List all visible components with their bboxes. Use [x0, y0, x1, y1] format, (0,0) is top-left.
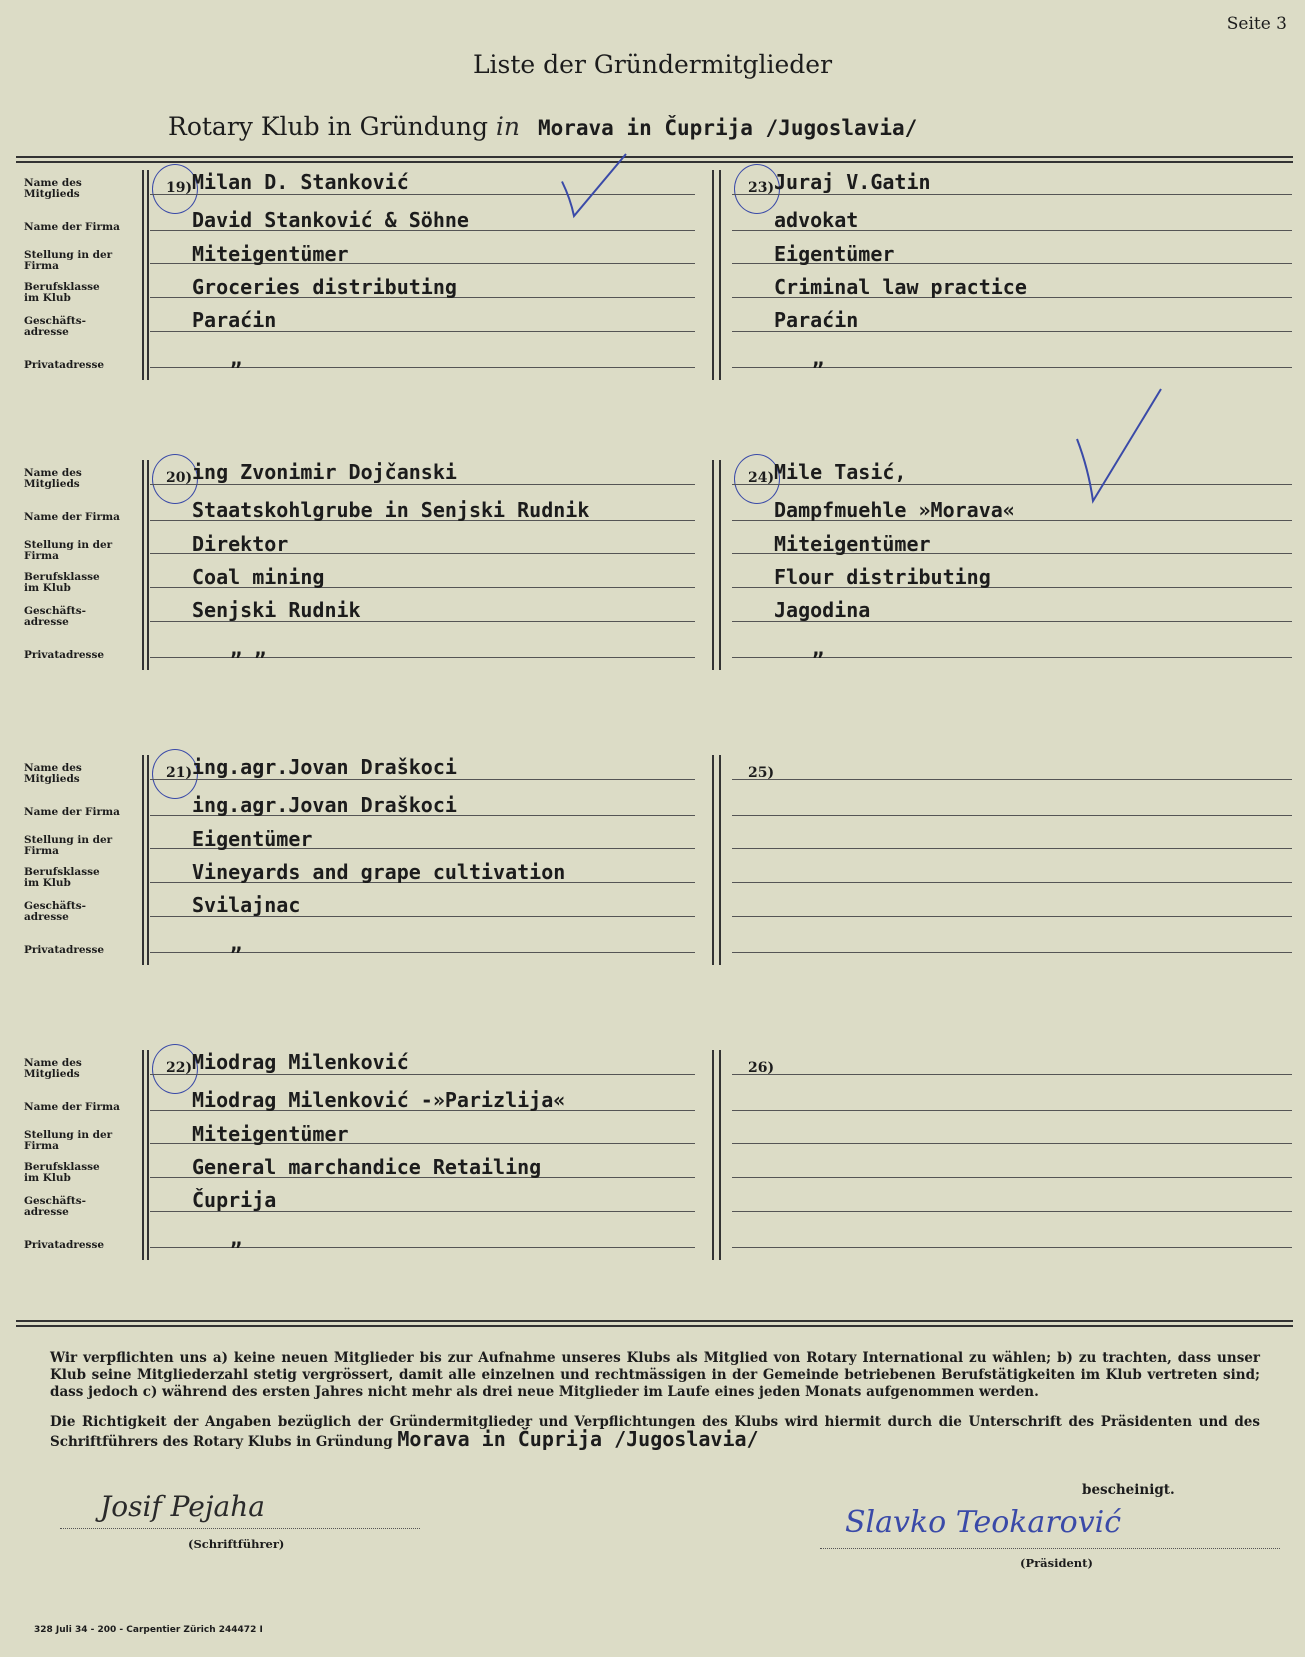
printer-imprint: 328 Juli 34 - 200 - Carpentier Zürich 244472 I — [34, 1625, 263, 1635]
member-number: 19) — [166, 180, 193, 196]
member-row-4 — [0, 1050, 1305, 1274]
member-number: 20) — [166, 470, 193, 486]
column-divider — [147, 1050, 149, 1260]
field-underline — [150, 484, 695, 485]
member-row-3 — [0, 755, 1305, 979]
field-underline — [732, 1110, 1292, 1111]
president-signature-line — [820, 1548, 1280, 1549]
field-label: Privatadresse — [24, 1239, 105, 1251]
column-divider — [147, 755, 149, 965]
member-private-address: „ — [812, 346, 825, 370]
field-label: Name des Mitglieds — [24, 177, 82, 200]
member-number: 24) — [748, 470, 775, 486]
declaration — [50, 1350, 1260, 1464]
column-divider — [142, 460, 144, 670]
field-label: Stellung in der Firma — [24, 1129, 113, 1152]
member-number: 21) — [166, 765, 193, 781]
president-signature: Slavko Teokarović — [845, 1505, 1122, 1540]
field-label: Berufsklasse im Klub — [24, 281, 100, 304]
field-label: Name der Firma — [24, 1101, 120, 1113]
member-row-1 — [0, 170, 1305, 394]
field-underline — [732, 916, 1292, 917]
field-label: Name des Mitglieds — [24, 1057, 82, 1080]
member-name: ing Zvonimir Dojčanski — [192, 460, 457, 484]
field-underline — [732, 1074, 1292, 1075]
member-entry-24 — [732, 460, 1292, 670]
member-name: Miodrag Milenković — [192, 1050, 409, 1074]
column-divider — [147, 170, 149, 380]
subtitle-prefix: Rotary Klub in Gründung — [168, 112, 488, 141]
column-divider — [719, 1050, 721, 1260]
checkmark-icon — [1075, 385, 1165, 505]
member-name: Mile Tasić, — [774, 460, 907, 484]
column-divider — [712, 755, 714, 965]
column-divider — [147, 460, 149, 670]
member-firm: David Stanković & Söhne — [192, 208, 469, 232]
field-label: Geschäfts-adresse — [24, 605, 87, 628]
subtitle-club: Morava in Čuprija /Jugoslavia/ — [537, 116, 918, 140]
member-position: Miteigentümer — [192, 242, 349, 266]
top-rule-2 — [16, 161, 1293, 163]
column-divider — [142, 1050, 144, 1260]
field-underline — [732, 1211, 1292, 1212]
member-private-address: „ — [230, 346, 243, 370]
page-title: Liste der Gründermitglieder — [472, 50, 833, 79]
field-label: Stellung in der Firma — [24, 249, 113, 272]
member-name: Milan D. Stanković — [192, 170, 409, 194]
page-number: Seite 3 — [1226, 14, 1287, 34]
member-business-address: Paraćin — [192, 308, 277, 332]
member-classification: Coal mining — [192, 565, 325, 589]
secretary-label: (Schriftführer) — [188, 1537, 285, 1551]
field-label: Privatadresse — [24, 359, 105, 371]
field-label: Name des Mitglieds — [24, 762, 82, 785]
column-divider — [142, 170, 144, 380]
field-underline — [732, 815, 1292, 816]
field-underline — [732, 194, 1292, 195]
field-label: Name der Firma — [24, 806, 120, 818]
member-business-address: Svilajnac — [192, 893, 301, 917]
field-underline — [732, 848, 1292, 849]
member-number: 23) — [748, 180, 775, 196]
field-underline — [732, 779, 1292, 780]
column-divider — [719, 170, 721, 380]
member-name: Juraj V.Gatin — [774, 170, 931, 194]
declaration-paragraph-1: Wir verpflichten uns a) keine neuen Mitglieder bis zur Aufnahme unseres Klubs als Mitglied von Rotary International zu wählen; b) zu trachten, dass unser Klub seine Mitgliederzahl stetig vergrössert, damit alle einzelnen und rechtmässigen in der Gemeinde betriebenen Berufstätigkeiten im Klub vertreten sind; dass jedoch c) während des ersten Jahres nicht mehr als drei neue Mitglieder im Laufe eines jeden Monats aufgenommen werden. — [50, 1350, 1260, 1400]
field-underline — [732, 882, 1292, 883]
field-label: Berufsklasse im Klub — [24, 571, 100, 594]
declaration-club: Morava in Čuprija /Jugoslavia/ — [397, 1427, 759, 1451]
field-underline — [732, 952, 1292, 953]
member-private-address: „ „ — [230, 636, 267, 660]
column-divider — [712, 1050, 714, 1260]
field-label: Berufsklasse im Klub — [24, 1161, 100, 1184]
top-rule — [16, 156, 1293, 158]
field-label: Name der Firma — [24, 221, 120, 233]
member-entry-21 — [150, 755, 695, 965]
field-label: Geschäfts-adresse — [24, 900, 87, 923]
certified-text: bescheinigt. — [1082, 1482, 1175, 1498]
member-firm: Staatskohlgrube in Senjski Rudnik — [192, 498, 590, 522]
column-divider — [719, 460, 721, 670]
member-position: Miteigentümer — [774, 532, 931, 556]
club-subtitle — [168, 112, 917, 141]
member-classification: Groceries distributing — [192, 275, 457, 299]
member-position: Direktor — [192, 532, 289, 556]
field-underline — [732, 1177, 1292, 1178]
member-number: 22) — [166, 1060, 193, 1076]
declaration-paragraph-2 — [50, 1414, 1260, 1451]
member-private-address: „ — [230, 1226, 243, 1250]
field-label: Name des Mitglieds — [24, 467, 82, 490]
secretary-signature-line — [60, 1528, 420, 1529]
field-label: Stellung in der Firma — [24, 834, 113, 857]
member-business-address: Paraćin — [774, 308, 859, 332]
field-underline — [732, 484, 1292, 485]
checkmark-icon — [560, 150, 630, 220]
declaration-text: Die Richtigkeit der Angaben bezüglich der Gründermitglieder und Verpflichtungen des Klubs wird hiermit durch die Unterschrift des Präsidenten und des Schriftführers des Rotary Klubs in Gründung — [50, 1414, 1260, 1450]
member-entry-23 — [732, 170, 1292, 380]
field-underline — [732, 1247, 1292, 1248]
member-position: Miteigentümer — [192, 1122, 349, 1146]
member-business-address: Čuprija — [192, 1188, 277, 1212]
column-divider — [719, 755, 721, 965]
column-divider — [712, 170, 714, 380]
field-label: Name der Firma — [24, 511, 120, 523]
field-underline — [150, 1074, 695, 1075]
field-underline — [150, 779, 695, 780]
footer-rule — [16, 1320, 1293, 1322]
member-entry-20 — [150, 460, 695, 670]
field-label: Geschäfts-adresse — [24, 315, 87, 338]
member-entry-26 — [732, 1050, 1292, 1260]
member-private-address: „ — [230, 931, 243, 955]
footer-rule-2 — [16, 1325, 1293, 1327]
subtitle-handwritten-in: in — [495, 112, 521, 141]
member-firm: ing.agr.Jovan Draškoci — [192, 793, 457, 817]
member-number: 25) — [748, 765, 775, 781]
field-label: Geschäfts-adresse — [24, 1195, 87, 1218]
member-number: 26) — [748, 1060, 775, 1076]
field-label: Stellung in der Firma — [24, 539, 113, 562]
member-classification: General marchandice Retailing — [192, 1155, 542, 1179]
member-name: ing.agr.Jovan Draškoci — [192, 755, 457, 779]
field-label: Berufsklasse im Klub — [24, 866, 100, 889]
member-classification: Flour distributing — [774, 565, 991, 589]
member-entry-25 — [732, 755, 1292, 965]
member-business-address: Jagodina — [774, 598, 871, 622]
field-label: Privatadresse — [24, 944, 105, 956]
member-firm: Miodrag Milenković -»Parizlija« — [192, 1088, 566, 1112]
secretary-signature: Josif Pejaha — [100, 1490, 265, 1523]
member-firm: Dampfmuehle »Morava« — [774, 498, 1015, 522]
member-classification: Criminal law practice — [774, 275, 1027, 299]
field-underline — [732, 1143, 1292, 1144]
member-classification: Vineyards and grape cultivation — [192, 860, 566, 884]
column-divider — [142, 755, 144, 965]
president-label: (Präsident) — [1020, 1556, 1093, 1570]
column-divider — [712, 460, 714, 670]
field-label: Privatadresse — [24, 649, 105, 661]
member-business-address: Senjski Rudnik — [192, 598, 361, 622]
member-position: Eigentümer — [192, 827, 313, 851]
member-position: Eigentümer — [774, 242, 895, 266]
member-entry-22 — [150, 1050, 695, 1260]
member-private-address: „ — [812, 636, 825, 660]
member-firm: advokat — [774, 208, 859, 232]
